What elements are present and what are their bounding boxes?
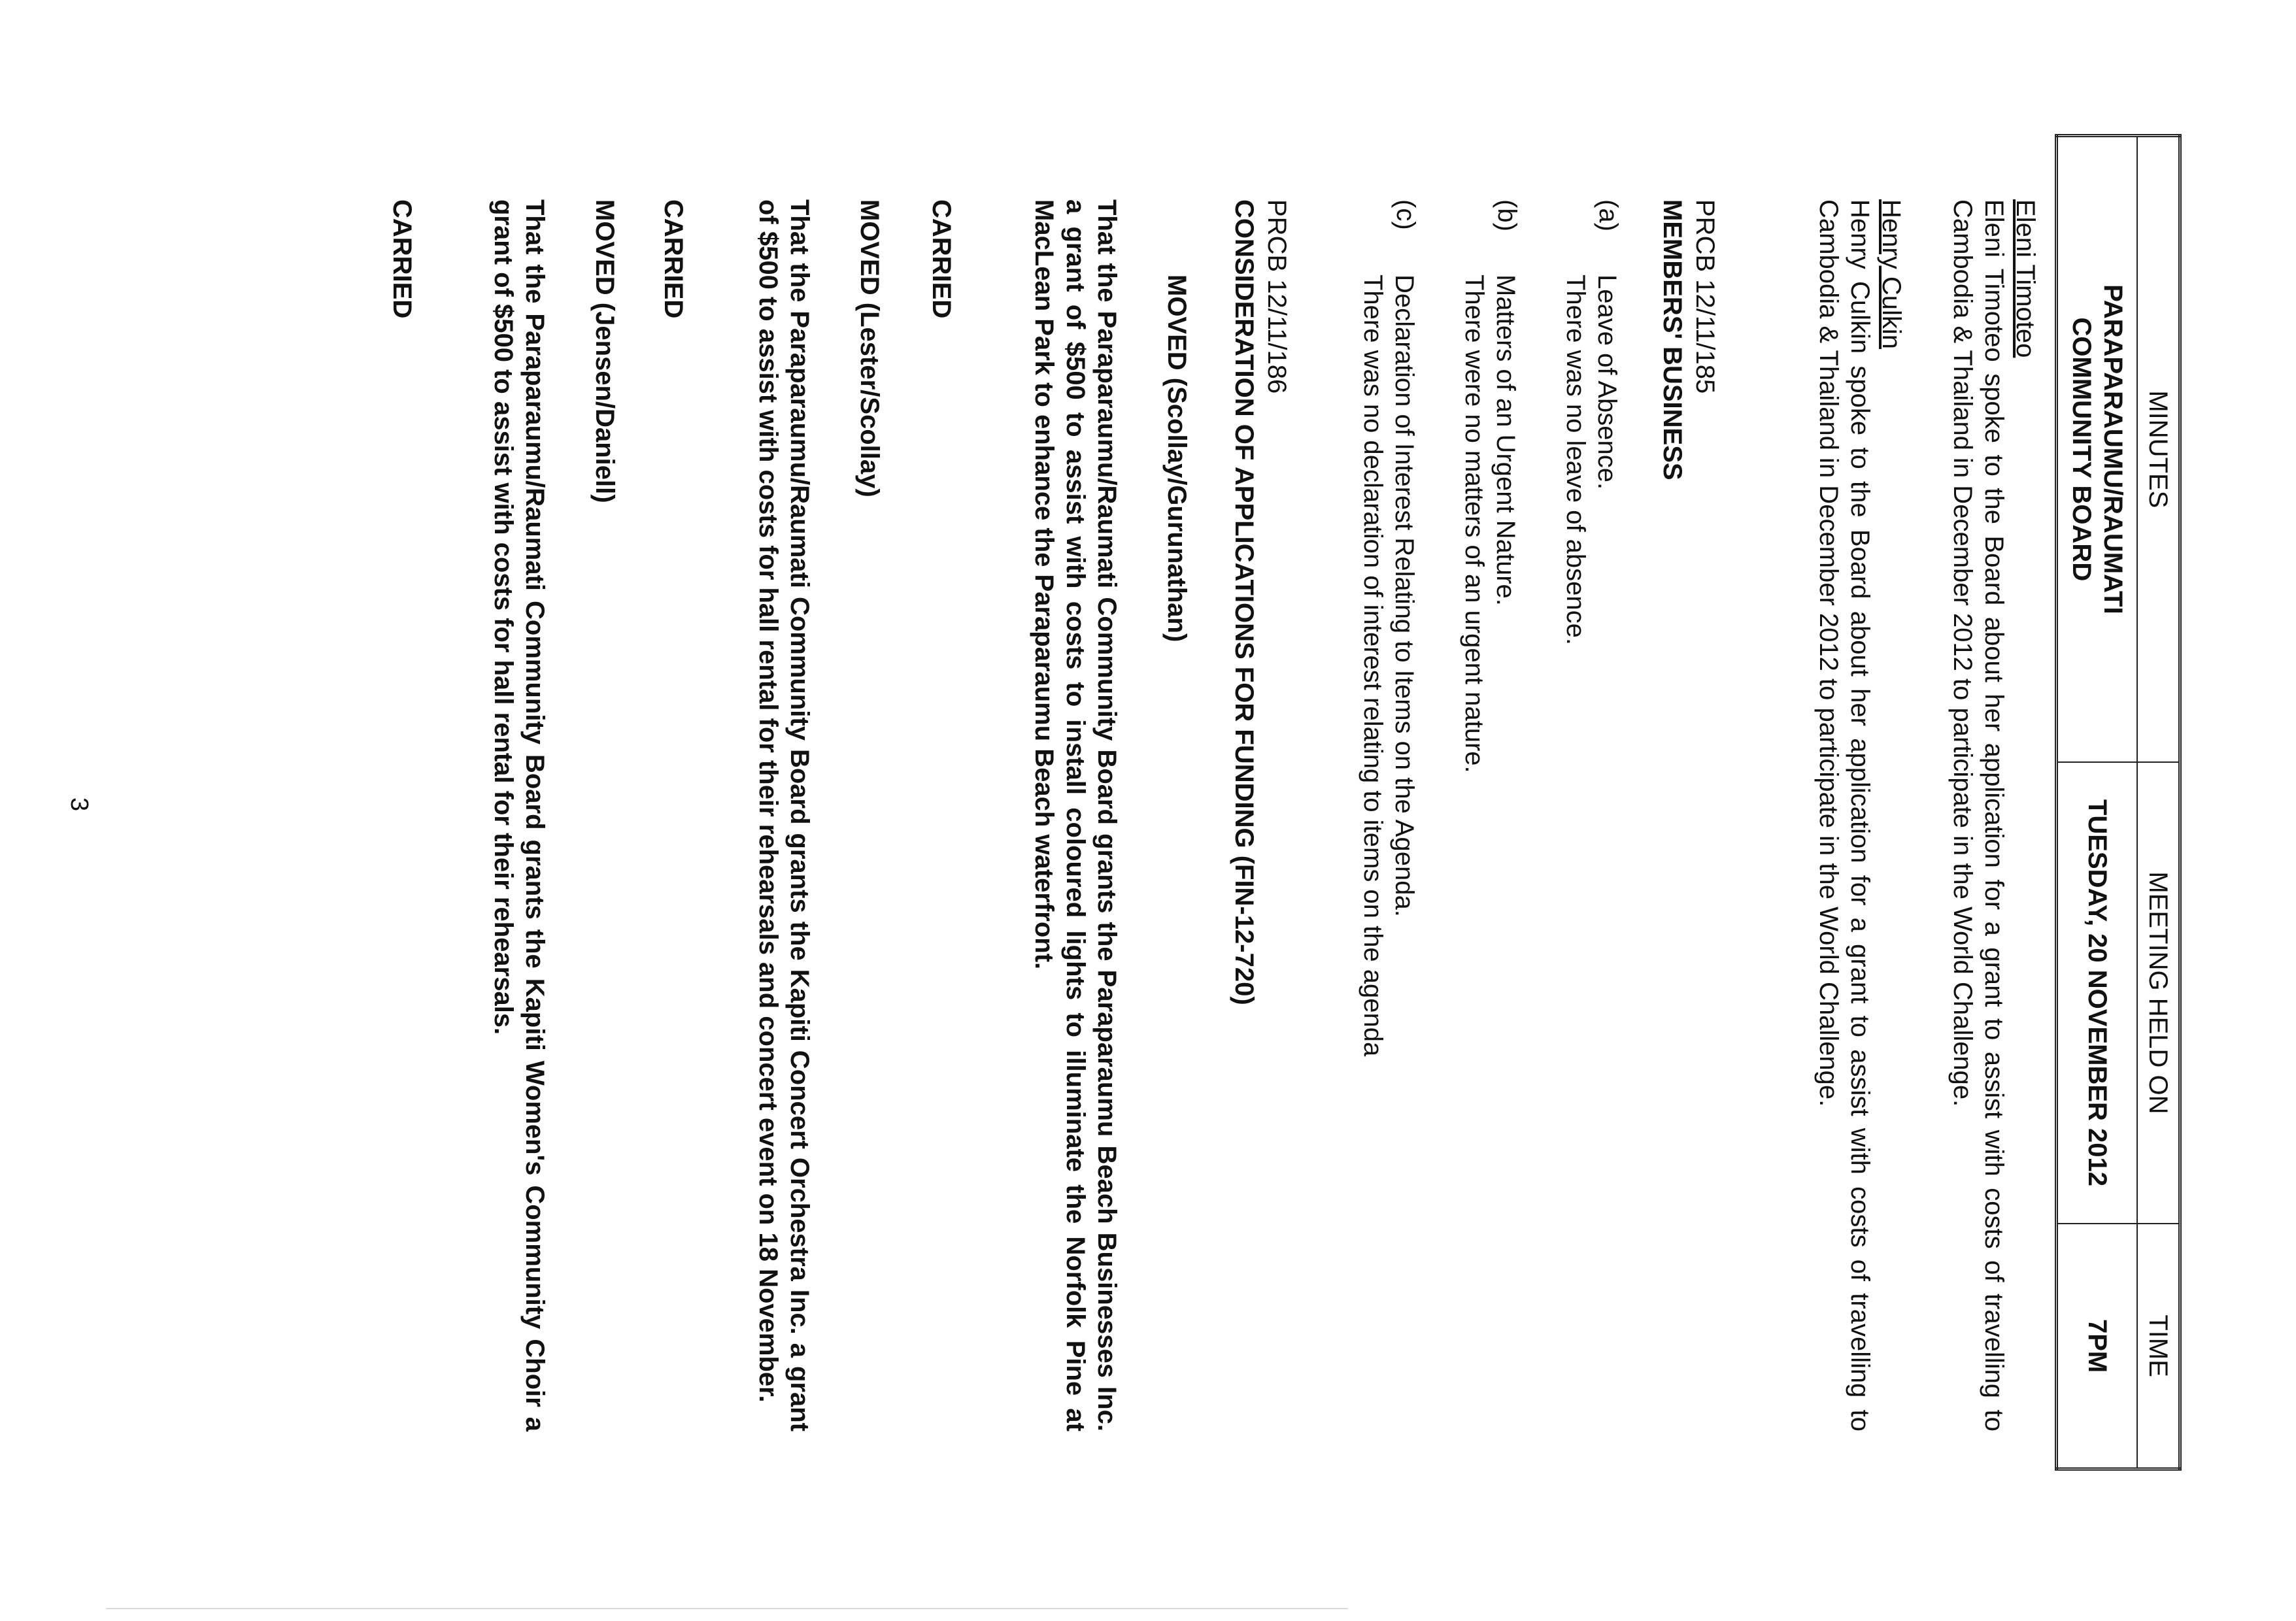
page-number: 3 <box>65 797 93 812</box>
motion-2-text: That the Paraparaumu/Raumati Community Board grants the Kapiti Concert Orchestra Inc. a grant of $500 to assist with costs for hall rental for their rehearsals and concert event on 18 November. <box>754 199 814 1431</box>
speaker-henry-culkin <box>1813 199 1907 1431</box>
item-leave-of-absence <box>1560 275 1623 1431</box>
funding-ref: PRCB 12/11/186 <box>1262 199 1291 394</box>
item-text: There were no matters of an urgent nature. <box>1460 275 1489 773</box>
members-business-ref: PRCB 12/11/185 <box>1691 199 1719 394</box>
item-letter-c: (c) <box>1391 199 1420 230</box>
motion-1-result: CARRIED <box>927 199 956 319</box>
time-label: TIME <box>2137 1224 2180 1469</box>
motion-3-text: That the Paraparaumu/Raumati Community Board grants the Kapiti Women's Community Choir a grant of $500 to assist with costs for hall rental for their rehearsals. <box>489 199 549 1431</box>
item-text: There was no declaration of interest relating to items on the agenda <box>1359 275 1387 1057</box>
item-urgent-matters <box>1459 275 1521 1431</box>
motion-1-moved: MOVED (Scollay/Gurunathan) <box>1162 275 1191 643</box>
meeting-date: TUESDAY, 20 NOVEMBER 2012 <box>2057 762 2138 1224</box>
motion-2-moved: MOVED (Lester/Scollay) <box>855 199 884 497</box>
item-letter-b: (b) <box>1493 199 1521 231</box>
item-heading: Declaration of Interest Relating to Items on the Agenda. <box>1390 275 1419 917</box>
motion-1-text: That the Paraparaumu/Raumati Community Board grants the Paraparaumu Beach Businesses Inc. a grant of $500 to assist with costs to install coloured lights to illuminate the Norfolk Pine at MacLean Park to enhance the Paraparaumu Beach waterfront. <box>1030 199 1121 1431</box>
board-name-line2: COMMUNITY BOARD <box>2067 317 2096 582</box>
meeting-held-on-label: MEETING HELD ON <box>2137 762 2180 1224</box>
motion-3-moved: MOVED (Jensen/Daniell) <box>590 199 619 503</box>
board-name-line1: PARAPARAUMU/RAUMATI <box>2099 284 2127 614</box>
item-letter-a: (a) <box>1594 199 1623 231</box>
item-heading: Matters of an Urgent Nature. <box>1491 275 1520 606</box>
speaker-eleni-timoteo <box>1947 199 2041 1431</box>
speaker-name: Henry Culkin <box>1877 199 1906 349</box>
board-name <box>2057 136 2138 762</box>
speaker-name: Eleni Timoteo <box>2011 199 2040 358</box>
scan-edge-line <box>106 1608 1348 1609</box>
meeting-time: 7PM <box>2057 1224 2138 1469</box>
item-declaration-of-interest <box>1357 275 1420 1431</box>
minutes-label: MINUTES <box>2137 136 2180 762</box>
funding-title: CONSIDERATION OF APPLICATIONS FOR FUNDING (FIN-12-720) <box>1230 199 1258 1005</box>
item-text: There was no leave of absence. <box>1561 275 1590 646</box>
motion-2-result: CARRIED <box>659 199 688 319</box>
meeting-header-table <box>2055 134 2182 1471</box>
speaker-text: Eleni Timoteo spoke to the Board about her application for a grant to assist with costs of travelling to Cambodia & Thailand in December 2012 to participate in the World Challenge. <box>1948 199 2008 1431</box>
item-heading: Leave of Absence. <box>1593 275 1621 490</box>
members-business-title: MEMBERS' BUSINESS <box>1658 199 1687 480</box>
motion-3-result: CARRIED <box>388 199 416 319</box>
speaker-text: Henry Culkin spoke to the Board about her application for a grant to assist with costs of travelling to Cambodia & Thailand in December 2012 to participate in the World Challenge. <box>1814 199 1874 1431</box>
